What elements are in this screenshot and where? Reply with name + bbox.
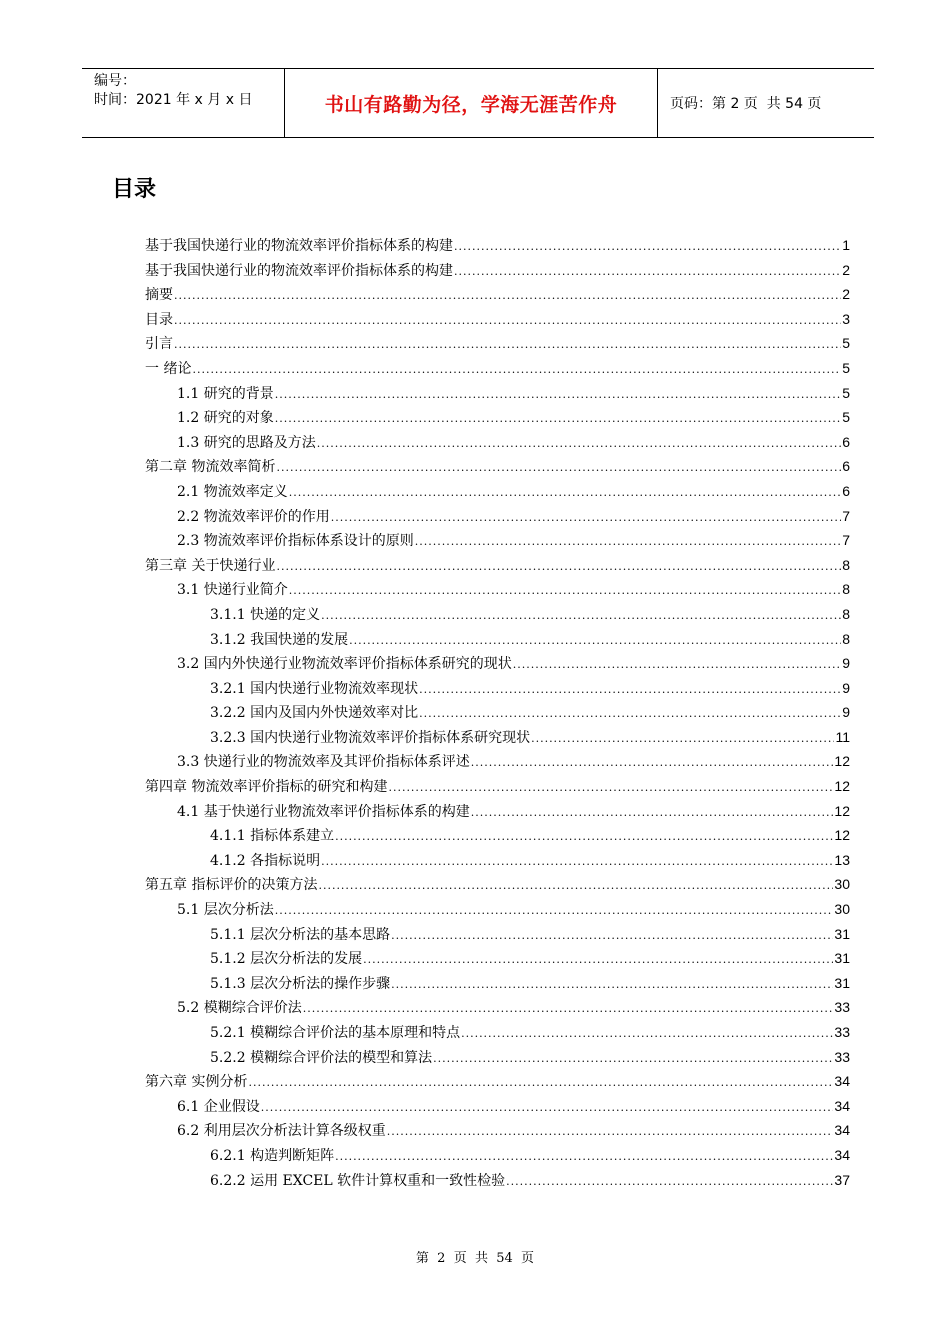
- toc-entry[interactable]: [145, 1170, 850, 1195]
- toc-leader-dots: [391, 929, 833, 942]
- toc-entry[interactable]: [145, 1096, 850, 1121]
- toc-leader-dots: [321, 855, 833, 868]
- toc-leader-dots: [289, 486, 841, 499]
- toc-entry[interactable]: [145, 333, 850, 358]
- toc-entry-label: 3.1.1 快递的定义: [210, 606, 321, 623]
- toc-entry-page: 12: [834, 802, 850, 819]
- toc-leader-dots: [335, 1150, 833, 1163]
- toc-entry-label: 5.2.1 模糊综合评价法的基本原理和特点: [210, 1025, 461, 1041]
- toc-entry[interactable]: [145, 1022, 850, 1047]
- toc-entry-label: 3.2.1 国内快递行业物流效率现状: [210, 680, 419, 697]
- toc-entry-label: 基于我国快递行业的物流效率评价指标体系的构建: [145, 238, 453, 254]
- toc-entry[interactable]: [145, 702, 850, 727]
- toc-entry[interactable]: [145, 1120, 850, 1145]
- toc-leader-dots: [275, 388, 841, 401]
- toc-leader-dots: [276, 461, 841, 474]
- toc-entry-page: 31: [834, 974, 850, 991]
- toc-entry-label: 第六章 实例分析: [145, 1074, 248, 1091]
- toc-entry[interactable]: [145, 358, 850, 383]
- toc-entry-page: 34: [834, 1122, 850, 1139]
- toc-leader-dots: [433, 1052, 833, 1065]
- toc-entry-label: 6.2.2 运用 EXCEL 软件计算权重和一致性检验: [210, 1172, 506, 1189]
- toc-leader-dots: [303, 1002, 834, 1015]
- toc-entry-label: 6.1 企业假设: [177, 1098, 260, 1115]
- toc-entry-page: 31: [834, 925, 850, 942]
- toc-entry-page: 33: [834, 1048, 850, 1065]
- toc-entry-page: 8: [842, 581, 850, 598]
- toc-entry-label: 基于我国快递行业的物流效率评价指标体系的构建: [145, 262, 453, 279]
- header-motto-cell: [284, 69, 658, 137]
- toc-entry-page: 5: [842, 359, 850, 376]
- toc-entry-page: 30: [834, 876, 850, 893]
- toc-entry-label: 5.1 层次分析法: [177, 902, 274, 919]
- toc-leader-dots: [349, 634, 841, 647]
- toc-entry[interactable]: [145, 604, 850, 629]
- toc-entry-page: 13: [834, 851, 850, 868]
- toc-leader-dots: [275, 412, 841, 425]
- toc-entry-page: 34: [834, 1073, 850, 1090]
- toc-entry[interactable]: [145, 309, 850, 334]
- toc-entry-page: 31: [834, 950, 850, 967]
- toc-entry-page: 34: [834, 1097, 850, 1114]
- toc-entry[interactable]: [145, 874, 850, 899]
- toc-entry[interactable]: [145, 899, 850, 924]
- toc-entry[interactable]: [145, 481, 850, 506]
- toc-leader-dots: [276, 560, 841, 573]
- toc-entry-label: 2.2 物流效率评价的作用: [177, 508, 330, 525]
- toc-leader-dots: [454, 240, 841, 253]
- toc-leader-dots: [391, 978, 833, 991]
- toc-entry-page: 1: [842, 237, 850, 253]
- toc-leader-dots: [419, 683, 841, 696]
- toc-entry[interactable]: [145, 653, 850, 678]
- toc-entry[interactable]: [145, 260, 850, 285]
- toc-leader-dots: [419, 707, 841, 720]
- toc-entry[interactable]: [145, 555, 850, 580]
- toc-entry[interactable]: [145, 383, 850, 408]
- toc-entry-label: 2.3 物流效率评价指标体系设计的原则: [177, 533, 414, 550]
- toc-entry-label: 2.1 物流效率定义: [177, 483, 288, 500]
- toc-entry[interactable]: [145, 1071, 850, 1096]
- page-info-text: 页码：第 2 页 共 54 页: [670, 96, 822, 112]
- time-label: 时间：2021 年 x 月 x 日: [94, 92, 253, 108]
- toc-entry-label: 引言: [145, 336, 173, 353]
- toc-entry[interactable]: [145, 825, 850, 850]
- toc-entry[interactable]: [145, 948, 850, 973]
- toc-entry-page: 2: [842, 286, 850, 303]
- toc-entry-label: 4.1.1 指标体系建立: [210, 828, 335, 845]
- toc-leader-dots: [461, 1027, 833, 1040]
- table-of-contents: [145, 235, 850, 1194]
- toc-entry[interactable]: [145, 530, 850, 555]
- toc-entry[interactable]: [145, 850, 850, 875]
- toc-entry[interactable]: [145, 579, 850, 604]
- toc-entry-page: 9: [842, 655, 850, 672]
- toc-leader-dots: [248, 1076, 833, 1089]
- toc-entry[interactable]: [145, 678, 850, 703]
- toc-entry-page: 8: [842, 630, 850, 647]
- toc-entry-page: 8: [842, 556, 850, 573]
- toc-entry-page: 5: [842, 409, 850, 426]
- toc-entry-label: 一 绪论: [145, 360, 192, 377]
- toc-entry-label: 6.2 利用层次分析法计算各级权重: [177, 1123, 386, 1140]
- toc-entry-page: 9: [842, 679, 850, 696]
- toc-leader-dots: [289, 584, 841, 597]
- page-footer: [0, 1247, 950, 1266]
- toc-entry-page: 6: [842, 458, 850, 475]
- toc-entry[interactable]: [145, 751, 850, 776]
- toc-entry-page: 7: [842, 507, 850, 524]
- toc-leader-dots: [513, 658, 841, 671]
- toc-leader-dots: [321, 609, 841, 622]
- toc-leader-dots: [174, 314, 841, 327]
- toc-entry-label: 3.2 国内外快递行业物流效率评价指标体系研究的现状: [177, 656, 512, 673]
- number-label: 编号：: [94, 73, 136, 89]
- toc-leader-dots: [174, 338, 841, 351]
- toc-entry-label: 3.1.2 我国快递的发展: [210, 631, 349, 648]
- toc-entry[interactable]: [145, 1145, 850, 1170]
- toc-entry-page: 37: [834, 1171, 850, 1188]
- toc-entry-label: 5.1.2 层次分析法的发展: [210, 951, 363, 968]
- toc-entry[interactable]: [145, 1047, 850, 1072]
- toc-entry-page: 12: [834, 827, 850, 844]
- toc-entry-label: 第二章 物流效率简析: [145, 459, 276, 476]
- toc-entry-page: 34: [834, 1146, 850, 1163]
- toc-entry[interactable]: [145, 997, 850, 1022]
- toc-entry-label: 摘要: [145, 287, 173, 304]
- toc-leader-dots: [275, 904, 834, 917]
- toc-entry-label: 4.1.2 各指标说明: [210, 852, 321, 869]
- toc-entry[interactable]: [145, 924, 850, 949]
- toc-leader-dots: [388, 781, 833, 794]
- toc-leader-dots: [387, 1125, 834, 1138]
- toc-leader-dots: [318, 879, 833, 892]
- toc-entry[interactable]: [145, 776, 850, 801]
- toc-entry-label: 5.1.1 层次分析法的基本思路: [210, 926, 391, 943]
- toc-entry-page: 11: [835, 728, 850, 745]
- toc-entry-label: 1.2 研究的对象: [177, 410, 274, 427]
- toc-entry-page: 6: [842, 482, 850, 499]
- toc-entry-label: 3.3 快递行业的物流效率及其评价指标体系评述: [177, 754, 470, 771]
- toc-leader-dots: [506, 1175, 833, 1188]
- toc-entry[interactable]: [145, 456, 850, 481]
- header-meta: [82, 69, 284, 137]
- toc-entry-label: 3.2.2 国内及国内外快递效率对比: [210, 705, 419, 722]
- toc-entry-label: 第五章 指标评价的决策方法: [145, 877, 318, 894]
- toc-entry-page: 8: [842, 605, 850, 622]
- toc-entry[interactable]: [145, 284, 850, 309]
- toc-leader-dots: [174, 289, 841, 302]
- toc-leader-dots: [192, 363, 841, 376]
- toc-entry-page: 2: [842, 261, 850, 278]
- toc-entry-label: 3.2.3 国内快递行业物流效率评价指标体系研究现状: [210, 729, 531, 746]
- toc-entry-page: 33: [834, 1024, 850, 1040]
- toc-entry-page: 33: [834, 999, 850, 1016]
- toc-entry-label: 1.3 研究的思路及方法: [177, 434, 316, 451]
- toc-leader-dots: [331, 511, 841, 524]
- toc-entry[interactable]: [145, 235, 850, 260]
- toc-entry-page: 12: [834, 778, 850, 795]
- toc-entry[interactable]: [145, 629, 850, 654]
- toc-entry-page: 5: [842, 384, 850, 401]
- toc-entry-label: 4.1 基于快递行业物流效率评价指标体系的构建: [177, 803, 470, 820]
- toc-entry-page: 12: [834, 753, 850, 770]
- toc-entry-label: 5.2.2 模糊综合评价法的模型和算法: [210, 1049, 433, 1066]
- toc-entry-page: 9: [842, 704, 850, 721]
- toc-entry-label: 5.1.3 层次分析法的操作步骤: [210, 975, 391, 992]
- toc-entry-label: 6.2.1 构造判断矩阵: [210, 1147, 335, 1164]
- toc-leader-dots: [317, 437, 841, 450]
- toc-entry[interactable]: [145, 506, 850, 531]
- toc-entry-label: 第四章 物流效率评价指标的研究和构建: [145, 779, 388, 796]
- toc-leader-dots: [261, 1101, 834, 1114]
- page-header: [82, 68, 874, 138]
- motto-text: 书山有路勤为径，学海无涯苦作舟: [324, 93, 618, 116]
- toc-entry-page: 30: [834, 901, 850, 918]
- toc-entry[interactable]: [145, 432, 850, 457]
- toc-entry-page: 5: [842, 335, 850, 352]
- toc-entry-page: 7: [842, 532, 850, 549]
- header-page-info: [658, 69, 874, 137]
- toc-leader-dots: [415, 535, 841, 548]
- toc-entry-label: 3.1 快递行业简介: [177, 582, 288, 599]
- toc-entry[interactable]: [145, 407, 850, 432]
- footer-page-number: 第 2 页 共 54 页: [415, 1251, 535, 1266]
- toc-entry-label: 1.1 研究的背景: [177, 385, 274, 402]
- toc-leader-dots: [471, 806, 834, 819]
- toc-title: 目录: [112, 177, 157, 202]
- toc-entry-page: 6: [842, 433, 850, 450]
- toc-entry-page: 3: [842, 310, 850, 327]
- toc-leader-dots: [471, 756, 834, 769]
- toc-entry[interactable]: [145, 973, 850, 998]
- toc-entry-label: 目录: [145, 311, 173, 328]
- toc-entry[interactable]: [145, 727, 850, 752]
- toc-entry[interactable]: [145, 801, 850, 826]
- toc-entry-label: 第三章 关于快递行业: [145, 557, 276, 574]
- toc-leader-dots: [454, 265, 841, 278]
- toc-leader-dots: [531, 732, 834, 745]
- toc-leader-dots: [335, 830, 833, 843]
- toc-entry-label: 5.2 模糊综合评价法: [177, 1000, 302, 1017]
- toc-leader-dots: [363, 953, 833, 966]
